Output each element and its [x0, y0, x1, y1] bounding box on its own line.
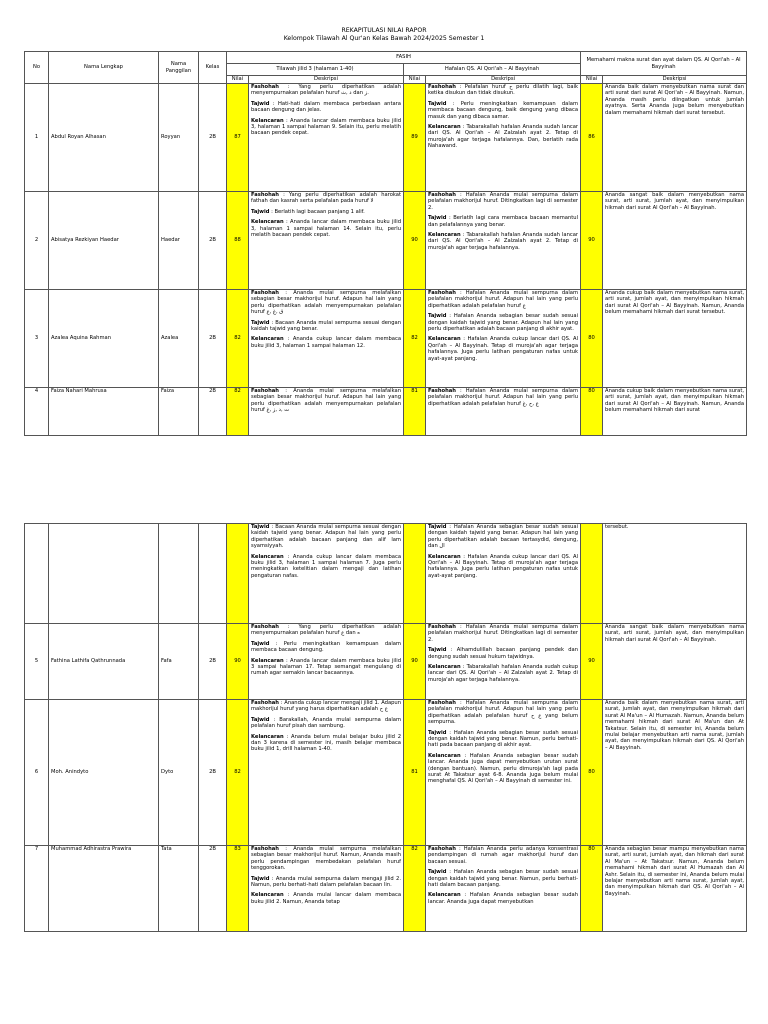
- student-class: 2B: [199, 388, 227, 436]
- makna-desc: Ananda sangat baik dalam menyebutkan nama surat, arti surat, jumlah ayat, dan menyimpulkan hikmah dari surat Al Qori'ah – Al Bayyinah.: [603, 624, 747, 700]
- kelancaran-text: : Tabarakallah hafalan Ananda sudah lancar dari QS. Al Qori'ah – Al Zalzalah ayat 2. Tetap di muroja'ah agar terjaga hafalannya. Dan, berlatih rada Nahawand.: [428, 124, 579, 150]
- student-nickname: Dyto: [159, 700, 199, 846]
- label-tajwid: Tajwid: [251, 716, 270, 723]
- kelancaran-text: : Hafalan Ananda cukup lancar dari QS. Al Qori'ah – Al Bayyinah. Tetap di muroja'ah agar terjaga hafalannya. Juga perlu latihan pengaturan nafas untuk ayat-ayat panjang.: [428, 553, 578, 579]
- tilawah-desc: [249, 846, 404, 932]
- fashohah-text: : Yang perlu diperhatikan adalah harokat fathah dan kasrah serta pelafalan pada huruf ﻻ: [251, 192, 401, 205]
- tajwid-text: : Berlatih lagi bacaan panjang 1 alif.: [269, 208, 365, 215]
- tajwid-text: : Hafalan Ananda sebagian besar sudah sesuai dengan kaidah tajwid yang benar. Adapun hal lain yang perlu diperhatikan adalah bacaan tertasydid, dengung, dan ال: [428, 524, 578, 550]
- hafalan-score: 90: [404, 624, 426, 700]
- kelancaran-text: : Ananda mulai lancar dalam membaca buku jilid 2. Namun, Ananda tetap: [251, 892, 401, 905]
- header-nilai: Nilai: [581, 76, 603, 84]
- label-kelancaran: Kelancaran: [428, 124, 461, 131]
- label-kelancaran: Kelancaran: [251, 657, 284, 664]
- tajwid-text: : Hafalan Ananda sebagian besar sudah sesuai dengan kaidah tajwid yang benar. Namun, perlu berhati-hati pada bacaan panjang di akhir ayat.: [428, 729, 578, 749]
- tilawah-desc: [249, 700, 404, 846]
- student-name: Fathina Lathifa Qathrunnada: [49, 624, 159, 700]
- student-name: Abisatya Rezkiyan Haedar: [49, 192, 159, 290]
- label-kelancaran: Kelancaran: [428, 752, 461, 759]
- makna-desc: Ananda sebagian besar mampu menyebutkan nama surat, arti surat, jumlah ayat, dan hikmah dari surat Al Ma'un – At Takatsur. Namun, Ananda belum memahami hikmah dari surat Al Humazah dan Al Ashr. Selain itu, di semester ini, Ananda belum mulai belajar menyebutkan arti nama surat, jumlah ayat, dan menyimpulkan hikmah dari QS. Al Qori'ah – Al Bayyinah.: [603, 846, 747, 932]
- tilawah-score: 90: [227, 624, 249, 700]
- label-tajwid: Tajwid: [251, 100, 270, 107]
- makna-score: 90: [581, 624, 603, 700]
- label-fashohah: Fashohah: [251, 192, 279, 198]
- header-deskripsi: Deskripsi: [249, 76, 404, 84]
- table-row: [25, 624, 747, 700]
- label-fashohah: Fashohah: [428, 84, 456, 90]
- tilawah-score: 82: [227, 388, 249, 436]
- label-fashohah: Fashohah: [251, 700, 279, 706]
- student-name: Abdul Royan Alhasan: [49, 84, 159, 192]
- label-kelancaran: Kelancaran: [251, 336, 284, 343]
- fashohah-text: : Hafalan Ananda mulai sempurna dalam pelafalan makhorijul huruf. Adapun hal lain yang perlu diperhatikan adalah pelafalan huruf ع: [428, 290, 579, 309]
- student-nickname: Tata: [159, 846, 199, 932]
- label-fashohah: Fashohah: [428, 388, 456, 394]
- kelancaran-text: : Hafalan Ananda sebagian besar sudah lancar. Ananda juga dapat menyebutkan urutan surat (dengan bantuan). Namun, perlu dimuroja'ah lagi pada surat At Takatsur ayat 6-8. Ananda juga belum mulai menghafal QS. Al Qori'ah – Al Bayyinah di semester ini.: [428, 752, 578, 785]
- fashohah-text: : Ananda mulai sempurna melafalkan sebagian besar makhorijul huruf. Adapun hal lain yang perlu diperhatikan adalah menyempurnakan pelafalan huruf ت ,د ,ز ,غ: [251, 388, 401, 414]
- label-kelancaran: Kelancaran: [428, 892, 461, 899]
- student-nickname: Royyan: [159, 84, 199, 192]
- hafalan-desc: [426, 388, 581, 436]
- tilawah-score: 88: [227, 192, 249, 290]
- label-kelancaran: Kelancaran: [428, 232, 461, 239]
- hafalan-score: 82: [404, 290, 426, 388]
- student-class: 2B: [199, 290, 227, 388]
- title-line-1: REKAPITULASI NILAI RAPOR: [341, 27, 427, 34]
- label-fashohah: Fashohah: [251, 290, 279, 296]
- makna-score: 80: [581, 290, 603, 388]
- label-kelancaran: Kelancaran: [428, 553, 461, 560]
- label-fashohah: Fashohah: [428, 624, 456, 630]
- fashohah-text: : Yang perlu diperhatikan adalah menyempurnakan pelafalan huruf ذ ,ث dan ز.: [251, 84, 401, 97]
- tajwid-text: : Bacaan Ananda mulai sempurna sesuai dengan kaidah tajwid yang benar.: [251, 319, 401, 333]
- student-class: 2B: [199, 84, 227, 192]
- kelancaran-text: : Ananda lancar dalam membaca buku jilid 3 sampai halaman 17. Tetap semangat mengulang di rumah agar semakin lancar bacaannya.: [251, 657, 401, 677]
- header-panggilan: Nama Panggilan: [159, 52, 199, 84]
- hafalan-desc: [426, 192, 581, 290]
- student-name: Muhammad Adhirastra Prawira: [49, 846, 159, 932]
- header-nilai: Nilai: [404, 76, 426, 84]
- makna-score: 80: [581, 700, 603, 846]
- page-gap: [0, 475, 768, 515]
- label-tajwid: Tajwid: [428, 100, 447, 107]
- tilawah-score: 82: [227, 700, 249, 846]
- tilawah-score: 82: [227, 290, 249, 388]
- label-kelancaran: Kelancaran: [251, 892, 284, 899]
- student-no: 4: [25, 388, 49, 436]
- kelancaran-text: : Tabarakallah hafalan Ananda sudah cukup lancar dari QS. Al Qori'ah – Al Zalzalah ayat 2. Tetap di muroja'ah agar terjaga hafalannya.: [428, 664, 578, 683]
- tajwid-text: : Hati-hati dalam membaca perbedaan antara bacaan dengung dan jelas.: [251, 100, 401, 114]
- label-kelancaran: Kelancaran: [428, 336, 461, 343]
- tajwid-text: : Perlu meningkatkan kemampuan dalam membaca bacaan dengung, baik dengung yang dibaca masuk dan yang dibaca samar.: [428, 100, 579, 120]
- tajwid-text: : Hafalan Ananda sebagian besar sudah sesuai dengan kaidah tajwid yang benar. Adapun hal lain yang perlu diperhatikan adalah bacaan panjang di akhir ayat.: [428, 313, 579, 333]
- hafalan-desc: [426, 846, 581, 932]
- table-row: [25, 192, 747, 290]
- label-tajwid: Tajwid: [428, 524, 447, 530]
- kelancaran-text: : Hafalan Ananda sebagian besar sudah lancar. Ananda juga dapat menyebutkan: [428, 892, 578, 905]
- table-row: [25, 388, 747, 436]
- tilawah-desc: [249, 290, 404, 388]
- header-deskripsi: Deskripsi: [603, 76, 747, 84]
- makna-desc: Ananda cukup baik dalam menyebutkan nama surat, arti surat, jumlah ayat, dan menyimpulkan hikmah dari surat Al Qori'ah – Al Bayyinah. Namun, Ananda belum memahami hikmah dari surat: [603, 388, 747, 436]
- tilawah-desc: [249, 192, 404, 290]
- fashohah-text: : Hafalan Ananda mulai sempurna dalam pelafalan makhorijul huruf. Ditingkatkan lagi di semester 2.: [428, 192, 579, 211]
- makna-desc-cont: tersebut.: [603, 524, 747, 624]
- makna-score: 80: [581, 846, 603, 932]
- label-fashohah: Fashohah: [428, 290, 456, 296]
- table-row: [25, 84, 747, 192]
- student-no: 3: [25, 290, 49, 388]
- tajwid-text: : Hafalan Ananda sebagian besar sudah sesuai dengan kaidah tajwid yang benar. Namun, perlu berhati-hati dalam bacaan panjang.: [428, 869, 578, 889]
- label-tajwid: Tajwid: [428, 215, 447, 222]
- kelancaran-text: : Tabarakallah hafalan Ananda sudah lancar dari QS. Al Qori'ah – Al Zalzalah ayat 2. Tetap di muroja'ah agar terjaga hafalannya.: [428, 232, 579, 251]
- student-nickname: Haedar: [159, 192, 199, 290]
- student-nickname: Azalea: [159, 290, 199, 388]
- makna-score: 86: [581, 84, 603, 192]
- hafalan-desc: [426, 290, 581, 388]
- label-fashohah: Fashohah: [251, 84, 279, 90]
- label-fashohah: Fashohah: [251, 846, 279, 852]
- label-fashohah: Fashohah: [428, 700, 456, 706]
- label-tajwid: Tajwid: [251, 640, 270, 647]
- fashohah-text: : Ananda cukup lancar mengaji jilid 1. Adapun makhorijul huruf yang harus diperhatikan adalah ع ح: [251, 700, 401, 713]
- label-kelancaran: Kelancaran: [251, 733, 284, 740]
- hafalan-desc: [426, 624, 581, 700]
- student-name: Faiza Nahari Mahrusa: [49, 388, 159, 436]
- makna-desc: Ananda baik dalam menyebutkan nama surat, arti surat, jumlah ayat, dan menyimpulkan hikmah dari surat Al Ma'un – Al Humazah. Namun, Ananda belum memahami hikmah dari surat Al Ma'un dan At Takatsur. Selain itu, di semester ini, Ananda belum mulai belajar menyebutkan arti nama surat, jumlah ayat, dan menyimpulkan hikmah dari QS. Al Qori'ah – Al Bayyinah.: [603, 700, 747, 846]
- report-title: [0, 0, 768, 43]
- student-nickname: Faiza: [159, 388, 199, 436]
- student-no: 1: [25, 84, 49, 192]
- student-class: 2B: [199, 624, 227, 700]
- makna-desc: Ananda sangat baik dalam menyebutkan nama surat, arti surat, jumlah ayat, dan menyimpulkan hikmah dari surat Al Qori'ah – Al Bayyinah.: [603, 192, 747, 290]
- label-tajwid: Tajwid: [251, 319, 270, 326]
- fashohah-text: : Pelafalan huruf ح perlu dilatih lagi, baik ketika disukun dan tidak disukun.: [428, 84, 579, 97]
- hafalan-score: 90: [404, 192, 426, 290]
- header-no: No: [25, 52, 49, 84]
- header-nilai: Nilai: [227, 76, 249, 84]
- tilawah-desc: [249, 84, 404, 192]
- table-row-continued: [25, 524, 747, 624]
- grades-table-page-1: [24, 51, 747, 436]
- makna-score: 80: [581, 388, 603, 436]
- header-kelas: Kelas: [199, 52, 227, 84]
- tilawah-score: 87: [227, 84, 249, 192]
- kelancaran-text: : Hafalan Ananda cukup lancar dari QS. Al Qori'ah – Al Bayyinah. Tetap di muroja'ah agar terjaga hafalannya. Juga perlu latihan pengaturan nafas untuk ayat-ayat panjang.: [428, 336, 579, 362]
- student-class: 2B: [199, 192, 227, 290]
- header-fasih: FASIH: [227, 52, 581, 64]
- tajwid-text: : Alhamdulillah bacaan panjang pendek dan dengung sudah sesuai hukum tajwidnya.: [428, 647, 578, 660]
- kelancaran-text: : Ananda belum mulai belajar buku jilid 2 dan 3 karena di semester ini, masih belajar membaca buku jilid 1, drill halaman 1-40.: [251, 733, 401, 753]
- fashohah-text: : Hafalan Ananda mulai sempurna dalam pelafalan makhorijul huruf. Adapun hal lain yang perlu diperhatikan adalah pelafalan huruf ع ح yang belum sempurna.: [428, 700, 579, 726]
- grades-table-page-2: [24, 523, 747, 932]
- label-tajwid: Tajwid: [428, 647, 447, 654]
- student-class: 2B: [199, 846, 227, 932]
- title-line-2: Kelompok Tilawah Al Qur'an Kelas Bawah 2024/2025 Semester 1: [283, 35, 485, 42]
- header-makna: Memahami makna surat dan ayat dalam QS. Al Qori'ah – Al Bayyinah: [581, 52, 747, 76]
- kelancaran-text: : Ananda lancar dalam membaca buku jilid 3, halaman 1 sampai halaman 9. Selain itu, perlu melatih bacaan pendek cepat.: [251, 117, 401, 137]
- table-row: [25, 700, 747, 846]
- student-nickname: Fafa: [159, 624, 199, 700]
- tajwid-text: : Berlatih lagi cara membaca bacaan memantul dan pelafalannya yang benar.: [428, 215, 579, 228]
- label-kelancaran: Kelancaran: [251, 117, 284, 124]
- header-nama: Nama Lengkap: [49, 52, 159, 84]
- label-tajwid: Tajwid: [251, 875, 270, 882]
- label-kelancaran: Kelancaran: [251, 219, 284, 226]
- header-deskripsi: Deskripsi: [426, 76, 581, 84]
- label-fashohah: Fashohah: [428, 846, 456, 852]
- fashohah-text: : Hafalan Ananda mulai sempurna dalam pelafalan makhorijul huruf. Ditingkatkan lagi di semester 2.: [428, 624, 578, 643]
- fashohah-text: : Ananda mulai sempurna melafalkan sebagian besar makhorijul huruf. Namun, Ananda masih perlu pendampingan membedakan pelafalan huruf tenggorokan.: [251, 846, 401, 872]
- tajwid-text: : Ananda mulai sempurna dalam mengaji jilid 2. Namun, perlu berhati-hati dalam pelafalan bacaan lin.: [251, 875, 401, 889]
- makna-desc: Ananda cukup baik dalam menyebutkan nama surat, arti surat, jumlah ayat, dan menyimpulkan hikmah dari surat Al Qori'ah – Al Bayyinah. Namun, Ananda belum memahami hikmah dari surat tersebut.: [603, 290, 747, 388]
- tajwid-text: : Perlu meningkatkan kemampuan dalam membaca bacaan dengung.: [251, 640, 401, 654]
- label-tajwid: Tajwid: [428, 313, 447, 320]
- hafalan-score: 81: [404, 388, 426, 436]
- hafalan-desc: [426, 700, 581, 846]
- table-row: [25, 290, 747, 388]
- label-kelancaran: Kelancaran: [428, 664, 461, 671]
- hafalan-score: 89: [404, 84, 426, 192]
- header-tilawah: Tilawah jilid 3 (halaman 1-40): [227, 64, 404, 76]
- label-kelancaran: Kelancaran: [251, 553, 284, 560]
- student-name: Moh. Anindyto: [49, 700, 159, 846]
- label-tajwid: Tajwid: [251, 524, 270, 530]
- kelancaran-text: : Ananda cukup lancar dalam membaca buku jilid 3, halaman 1 sampai halaman 7. Juga perlu meningkatkan ketelitian dalam mengaji dan latihan pengaturan nafas.: [251, 553, 401, 579]
- tilawah-desc: [249, 624, 404, 700]
- fashohah-text: : Yang perlu diperhatikan adalah menyempurnakan pelafalan huruf ع dan ﻩ: [251, 624, 401, 637]
- makna-score: 90: [581, 192, 603, 290]
- student-no: 7: [25, 846, 49, 932]
- hafalan-score: 81: [404, 700, 426, 846]
- student-no: 5: [25, 624, 49, 700]
- report-page-1: [0, 0, 768, 475]
- label-tajwid: Tajwid: [428, 729, 447, 736]
- makna-desc: Ananda baik dalam menyebutkan nama surat dan arti surat dari surat Al Qori'ah – Al Bayyinah. Namun, Ananda masih perlu diingatkan untuk jumlah ayatnya. Serta Ananda juga belum menyebutkan dalam memahami hikmah dari surat tersebut.: [603, 84, 747, 192]
- table-row: [25, 846, 747, 932]
- kelancaran-text: : Ananda lancar dalam membaca buku jilid 3, halaman 1 sampai halaman 14. Selain itu, perlu melatih bacaan pendek cepat.: [251, 219, 401, 239]
- header-hafalan: Hafalan QS. Al Qori'ah – Al Bayyinah: [404, 64, 581, 76]
- label-tajwid: Tajwid: [251, 208, 270, 215]
- student-class: 2B: [199, 700, 227, 846]
- tilawah-score: 83: [227, 846, 249, 932]
- student-name: Azalea Aquina Rahman: [49, 290, 159, 388]
- student-no: 2: [25, 192, 49, 290]
- fashohah-text: : Hafalan Ananda perlu adanya konsentrasi pendampingan di rumah agar makhorijul huruf dan bacaan sesuai.: [428, 846, 578, 865]
- fashohah-text: : Ananda mulai sempurna melafalkan sebagian besar makhorijul huruf. Adapun hal lain yang perlu diperhatikan adalah menyempurnakan pelafalan huruf ق ,غ ,ع: [251, 290, 401, 316]
- tilawah-desc: [249, 388, 404, 436]
- hafalan-score: 82: [404, 846, 426, 932]
- label-fashohah: Fashohah: [251, 388, 279, 394]
- hafalan-desc: [426, 84, 581, 192]
- label-fashohah: Fashohah: [251, 624, 279, 630]
- hafalan-desc-cont: [426, 524, 581, 624]
- label-fashohah: Fashohah: [428, 192, 456, 198]
- report-page-2: [0, 515, 768, 1024]
- tajwid-text: : Barakallah, Ananda mulai sempurna dalam pelafalan huruf pisah dan sambung.: [251, 716, 401, 730]
- label-tajwid: Tajwid: [428, 869, 447, 876]
- tajwid-text: : Bacaan Ananda mulai sempurna sesuai dengan kaidah tajwid yang benar. Adapun hal lain yang perlu diperhatikan adalah bacaan panjang dan alif lam syamsiyyah.: [251, 524, 401, 550]
- fashohah-text: : Hafalan Ananda mulai sempurna dalam pelafalan makhorijul huruf. Adapun hal lain yang perlu diperhatikan adalah pelafalan huruf ع ,ح ,غ: [428, 388, 579, 407]
- student-no: 6: [25, 700, 49, 846]
- tilawah-desc-cont: [249, 524, 404, 624]
- kelancaran-text: : Ananda cukup lancar dalam membaca buku jilid 3, halaman 1 sampai halaman 12.: [251, 336, 401, 349]
